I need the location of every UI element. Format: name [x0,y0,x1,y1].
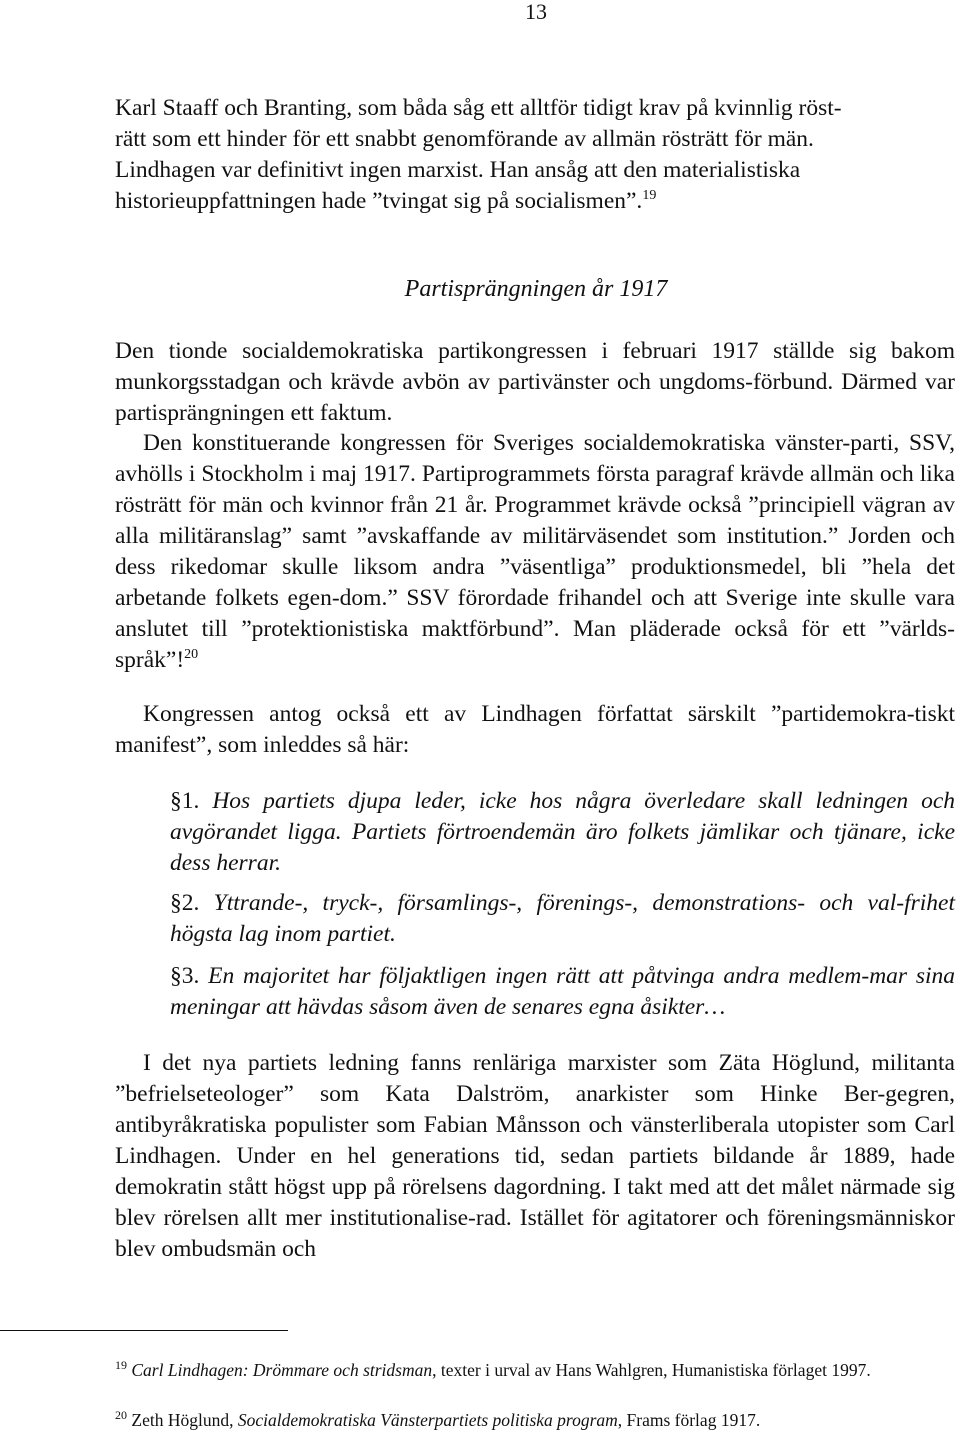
footnote-19-num: 19 [115,1358,127,1372]
footnote-19-title: Carl Lindhagen: Drömmare och stridsman [131,1360,433,1380]
para3-text: Den konstituerande kongressen för Sveriges socialdemokratiska vänster-parti, SSV, avhölls i Stockholm i maj 1917. Partiprogrammets första paragraf krävde allmän och lika rösträtt för män och kvinnor från 21 år. Programmet krävde också ”principiell vägran av alla militäranslag” samt ”avskaffande av militärväsendet som institution.” Jorden och dess rikedomar skulle liksom andra ”väsentliga” produktionsmedel, bli ”hela det arbetande folkets egen-dom.” SSV förordade frihandel och att Sverige inte skulle vara anslutet till ”protektionistiska maktförbund”. Man pläderade också för ett ”världs-språk”! [115,430,955,673]
quote-num-2: §2. [170,890,200,916]
quote-text-2: Yttrande-, tryck-, församlings-, förenings-, demonstrations- och val-frihet högsta lag inom partiet. [170,890,955,947]
footnote-20 [115,1408,955,1433]
paragraph-1 [115,93,955,217]
paragraph-5: I det nya partiets ledning fanns renläriga marxister som Zäta Höglund, militanta ”befrielseteologer” som Kata Dalström, anarkister som Hinke Ber-gegren, antibyråkratiska populister som Fabian Månsson och vänsterliberala utopister som Carl Lindhagen. Under en hel generations tid, sedan partiets bildande år 1889, hade demokratin stått högst upp på rörelsens dagordning. I takt med att det målet närmade sig blev rörelsen allt mer institutionalise-rad. Istället för agitatorer och föreningsmänniskor blev ombudsmän och [115,1050,955,1262]
footnote-20-rest: , Frams förlag 1917. [617,1410,761,1430]
footnote-20-pre: Zeth Höglund, [131,1410,238,1430]
quote-text-3: En majoritet har följaktligen ingen rätt att påtvinga andra medlem-mar sina meningar att hävdas såsom även de senares egna åsikter… [170,963,955,1020]
footnote-ref-19[interactable]: 19 [642,188,657,203]
quote-text-1: Hos partiets djupa leder, icke hos några överledare skall ledningen och avgörandet ligga. Partiets förtroendemän äro folkets jämlikar och tjänare, icke dess herrar. [170,788,956,876]
quote-num-1: §1. [170,788,200,814]
footnote-separator [0,1330,288,1331]
footnote-ref-20[interactable]: 20 [184,647,199,662]
footnote-20-title: Socialdemokratiska Vänsterpartiets politiska program [237,1410,618,1430]
quote-item-1 [170,786,955,879]
para1-line-4: historieuppfattningen hade ”tvingat sig på socialismen”. [115,188,643,214]
para1-line-1: Karl Staaff och Branting, som båda såg ett alltför tidigt krav på kvinnlig röst- [115,95,842,121]
paragraph-2: Den tionde socialdemokratiska partikongressen i februari 1917 ställde sig bakom munkorgsstadgan och krävde avbön av partivänster och ungdoms-förbund. Därmed var partisprängningen ett faktum. [115,338,955,426]
para1-line-3: Lindhagen var definitivt ingen marxist. Han ansåg att den materialistiska [115,157,801,183]
quote-item-3 [170,961,955,1023]
para1-line-2: rätt som ett hinder för ett snabbt genomförande av allmän rösträtt för män. [115,126,814,152]
footnote-20-num: 20 [115,1408,127,1422]
page-number: 13 [525,0,547,24]
paragraph-3 [115,428,955,676]
quote-item-2 [170,888,955,950]
quote-num-3: §3. [170,963,200,989]
footnote-19 [115,1358,955,1383]
paragraph-4: Kongressen antog också ett av Lindhagen författat särskilt ”partidemokra-tiskt manifest”, som inleddes så här: [115,701,955,758]
footnote-19-rest: , texter i urval av Hans Wahlgren, Humanistiska förlaget 1997. [432,1360,871,1380]
section-heading: Partisprängningen år 1917 [404,276,668,302]
